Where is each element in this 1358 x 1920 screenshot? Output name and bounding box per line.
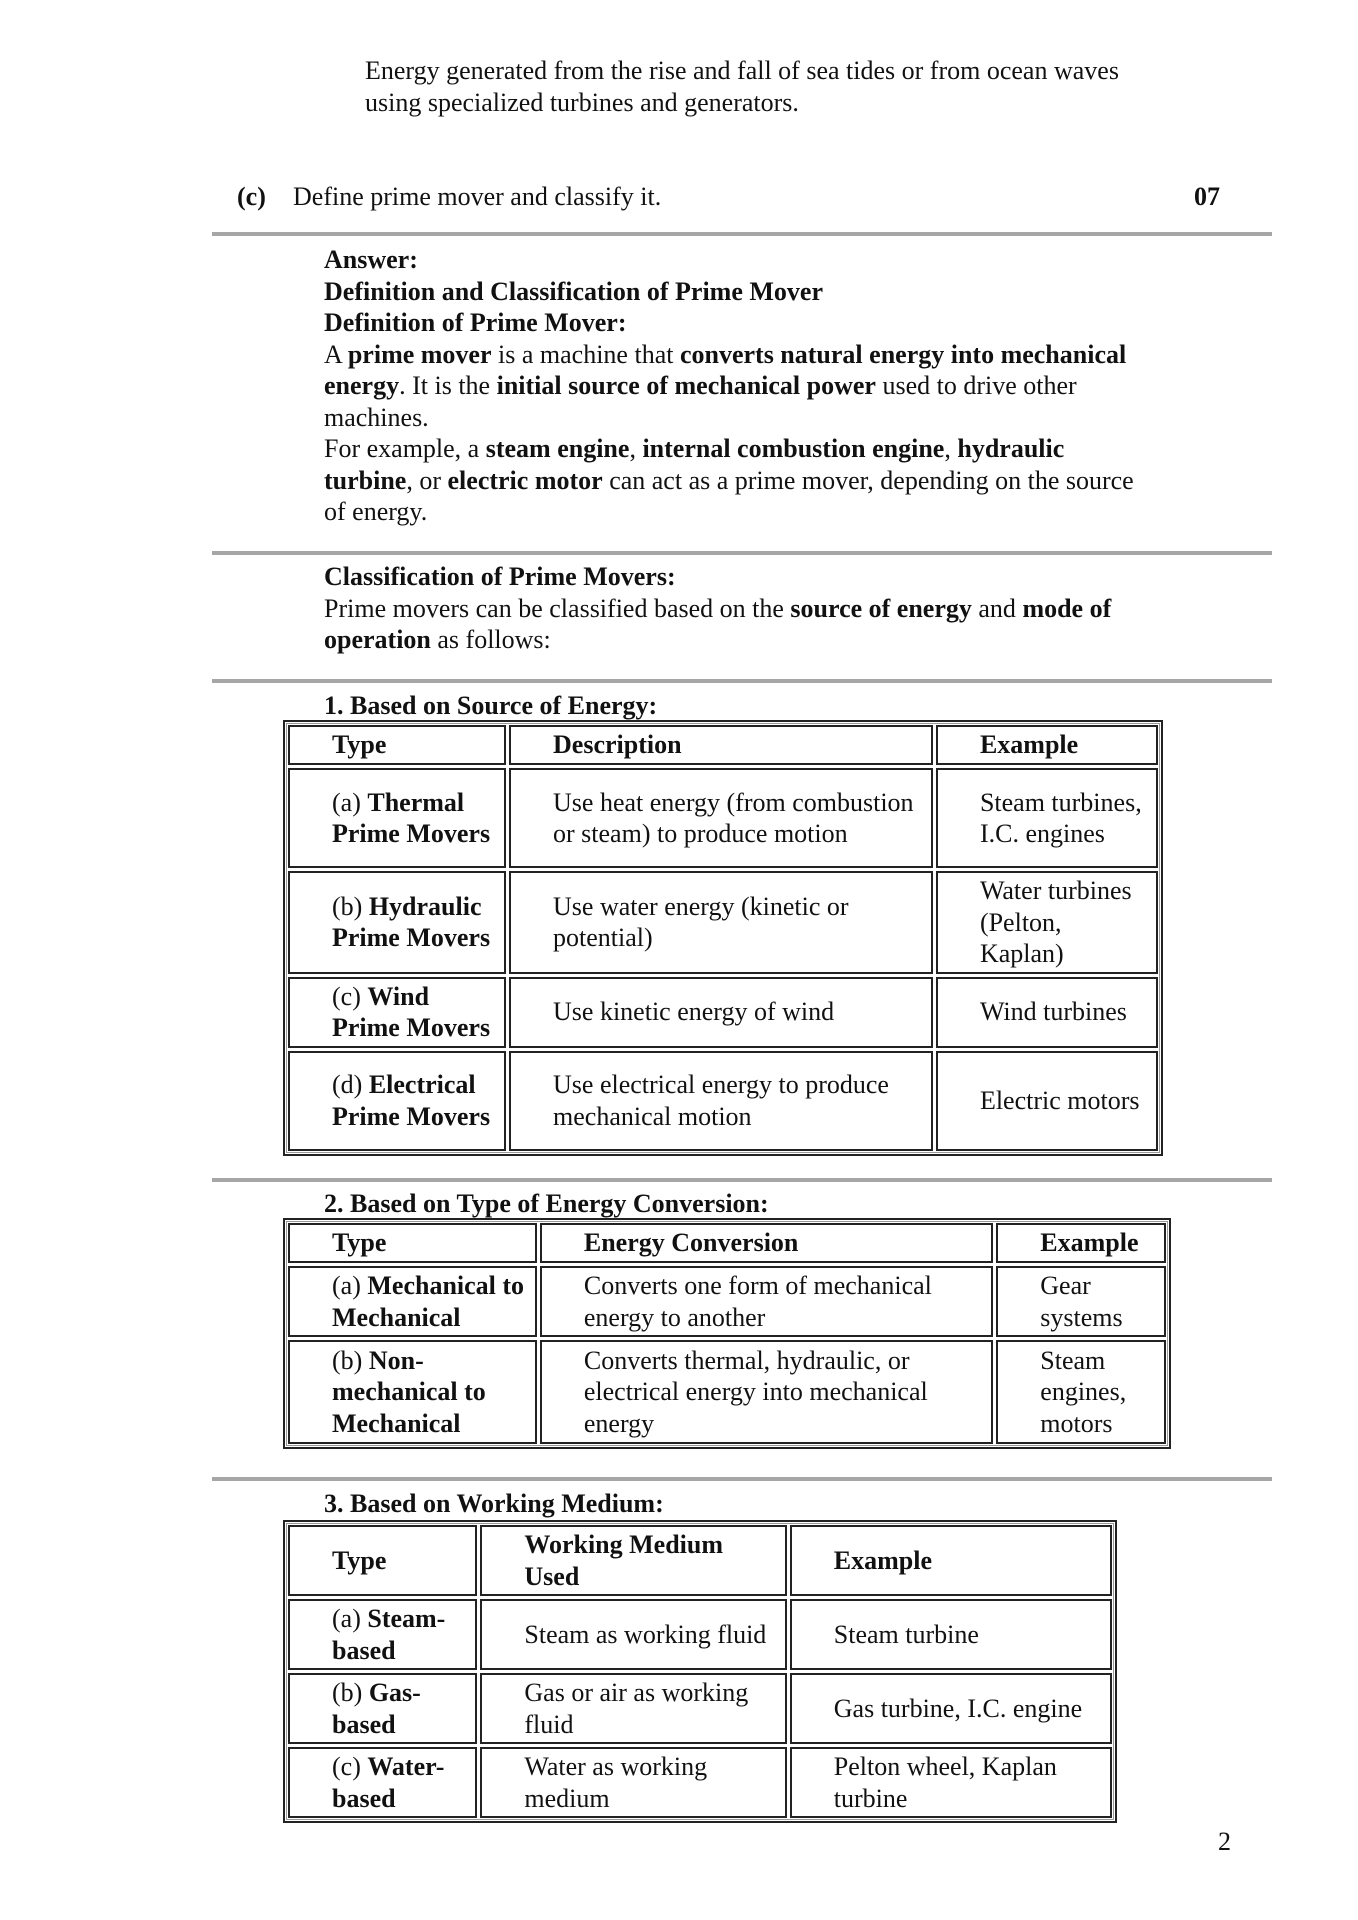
example-cell: Gear systems <box>996 1266 1166 1337</box>
column-header: Type <box>288 1223 537 1263</box>
column-header: Type <box>288 1525 477 1596</box>
type-name: Steam-based <box>332 1604 446 1665</box>
example-cell: Water turbines (Pelton, Kaplan) <box>936 871 1158 974</box>
type-cell <box>288 1266 537 1337</box>
type-cell <box>288 1051 506 1151</box>
text-run: A <box>324 339 348 369</box>
description-cell: Water as working medium <box>480 1747 786 1818</box>
description-cell: Converts thermal, hydraulic, or electrical energy into mechanical energy <box>540 1340 993 1444</box>
table-row <box>288 1747 1112 1818</box>
table-header-row <box>288 1223 1166 1263</box>
description-cell: Use kinetic energy of wind <box>509 977 933 1048</box>
classification-block <box>324 561 1184 656</box>
type-name: Gas-based <box>332 1678 421 1739</box>
definition-heading: Definition of Prime Mover: <box>324 308 627 337</box>
page-number: 2 <box>1218 1827 1231 1856</box>
example-cell: Steam turbines, I.C. engines <box>936 768 1158 868</box>
bold-term: initial source of mechanical power <box>496 371 876 400</box>
type-name: Thermal Prime Movers <box>332 787 491 848</box>
type-cell <box>288 1599 477 1670</box>
definition-text <box>324 339 1154 434</box>
text-run: used to drive other machines. <box>324 371 1077 432</box>
table-row <box>288 1340 1166 1444</box>
text-run: Prime movers can be classified based on the <box>324 593 791 623</box>
type-prefix: (c) <box>332 981 368 1011</box>
description-cell: Converts one form of mechanical energy to another <box>540 1266 993 1337</box>
type-prefix: (a) <box>332 1271 368 1300</box>
type-cell <box>288 1340 537 1444</box>
table-row <box>288 1673 1112 1744</box>
type-prefix: (a) <box>332 1604 368 1633</box>
answer-label: Answer: <box>324 245 418 274</box>
working-medium-table <box>283 1520 1117 1823</box>
type-cell <box>288 871 506 974</box>
column-header: Description <box>509 725 933 765</box>
table-row <box>288 871 1158 974</box>
table-row <box>288 1051 1158 1151</box>
type-name: Hydraulic Prime Movers <box>332 891 491 953</box>
column-header: Example <box>936 725 1158 765</box>
type-name: Non-mechanical to Mechanical <box>332 1345 486 1438</box>
bold-term: prime mover <box>347 339 492 369</box>
example-cell: Pelton wheel, Kaplan turbine <box>790 1747 1112 1818</box>
energy-conversion-table <box>283 1218 1171 1449</box>
table-1-heading: 1. Based on Source of Energy: <box>324 691 658 720</box>
description-cell: Steam as working fluid <box>480 1599 786 1670</box>
type-prefix: (d) <box>332 1070 369 1099</box>
bold-term: steam engine <box>485 434 630 463</box>
column-header: Example <box>790 1525 1112 1596</box>
type-name: Electrical Prime Movers <box>332 1070 491 1131</box>
example-cell: Steam engines, motors <box>996 1340 1166 1444</box>
example-text <box>324 433 1154 528</box>
type-name: Wind Prime Movers <box>332 981 491 1042</box>
divider-rule <box>212 551 1272 555</box>
text-run: can act as a prime mover, depending on the source of energy. <box>324 465 1134 526</box>
question-marks: 07 <box>1194 182 1220 211</box>
table-row <box>288 977 1158 1048</box>
text-run: , <box>944 434 958 463</box>
table-3-heading: 3. Based on Working Medium: <box>324 1489 664 1518</box>
column-header: Energy Conversion <box>540 1223 993 1263</box>
classification-intro <box>324 593 1184 656</box>
type-name: Water-based <box>332 1752 445 1813</box>
intro-line-1: Energy generated from the rise and fall of sea tides or from ocean waves <box>365 56 1119 85</box>
answer-block <box>324 244 1154 528</box>
question-text: Define prime mover and classify it. <box>293 182 662 211</box>
type-cell <box>288 1673 477 1744</box>
divider-rule <box>212 1178 1272 1182</box>
text-run: , <box>629 434 643 463</box>
table-row <box>288 768 1158 868</box>
type-cell <box>288 1747 477 1818</box>
divider-rule <box>212 1477 1272 1481</box>
description-cell: Gas or air as working fluid <box>480 1673 786 1744</box>
table-header-row <box>288 1525 1112 1596</box>
text-run: as follows: <box>430 625 551 654</box>
column-header: Type <box>288 725 506 765</box>
text-run: is a machine that <box>491 339 680 369</box>
table-header-row <box>288 725 1158 765</box>
description-cell: Use water energy (kinetic or potential) <box>509 871 933 974</box>
type-prefix: (b) <box>332 1345 369 1375</box>
type-prefix: (b) <box>332 1678 369 1707</box>
question-label: (c) <box>237 182 266 211</box>
bold-term: mode of operation <box>324 593 1112 654</box>
divider-rule <box>212 232 1272 236</box>
example-cell: Steam turbine <box>790 1599 1112 1670</box>
description-cell: Use electrical energy to produce mechanical motion <box>509 1051 933 1151</box>
table-row <box>288 1266 1166 1337</box>
example-cell: Electric motors <box>936 1051 1158 1151</box>
type-prefix: (b) <box>332 891 369 921</box>
table-2-heading: 2. Based on Type of Energy Conversion: <box>324 1189 769 1218</box>
type-cell <box>288 977 506 1048</box>
classification-heading: Classification of Prime Movers: <box>324 562 676 591</box>
text-run: and <box>971 593 1023 623</box>
example-cell: Wind turbines <box>936 977 1158 1048</box>
bold-term: converts natural energy into mechanical energy <box>324 339 1127 400</box>
type-prefix: (a) <box>332 787 368 817</box>
text-run: , or <box>406 465 448 495</box>
divider-rule <box>212 679 1272 683</box>
text-run: . It is the <box>399 371 497 400</box>
column-header: Working Medium Used <box>480 1525 786 1596</box>
description-cell: Use heat energy (from combustion or steam) to produce motion <box>509 768 933 868</box>
column-header: Example <box>996 1223 1166 1263</box>
type-prefix: (c) <box>332 1752 368 1781</box>
intro-paragraph <box>365 55 1265 118</box>
intro-line-2: using specialized turbines and generators. <box>365 87 799 117</box>
text-run: For example, a <box>324 434 486 463</box>
bold-term: internal combustion engine <box>642 434 945 463</box>
source-of-energy-table <box>283 720 1163 1156</box>
bold-term: hydraulic turbine <box>324 434 1065 495</box>
example-cell: Gas turbine, I.C. engine <box>790 1673 1112 1744</box>
answer-title: Definition and Classification of Prime Mover <box>324 276 823 306</box>
type-cell <box>288 768 506 868</box>
bold-term: electric motor <box>447 465 603 495</box>
table-row <box>288 1599 1112 1670</box>
bold-term: source of energy <box>790 593 972 623</box>
type-name: Mechanical to Mechanical <box>332 1271 525 1332</box>
